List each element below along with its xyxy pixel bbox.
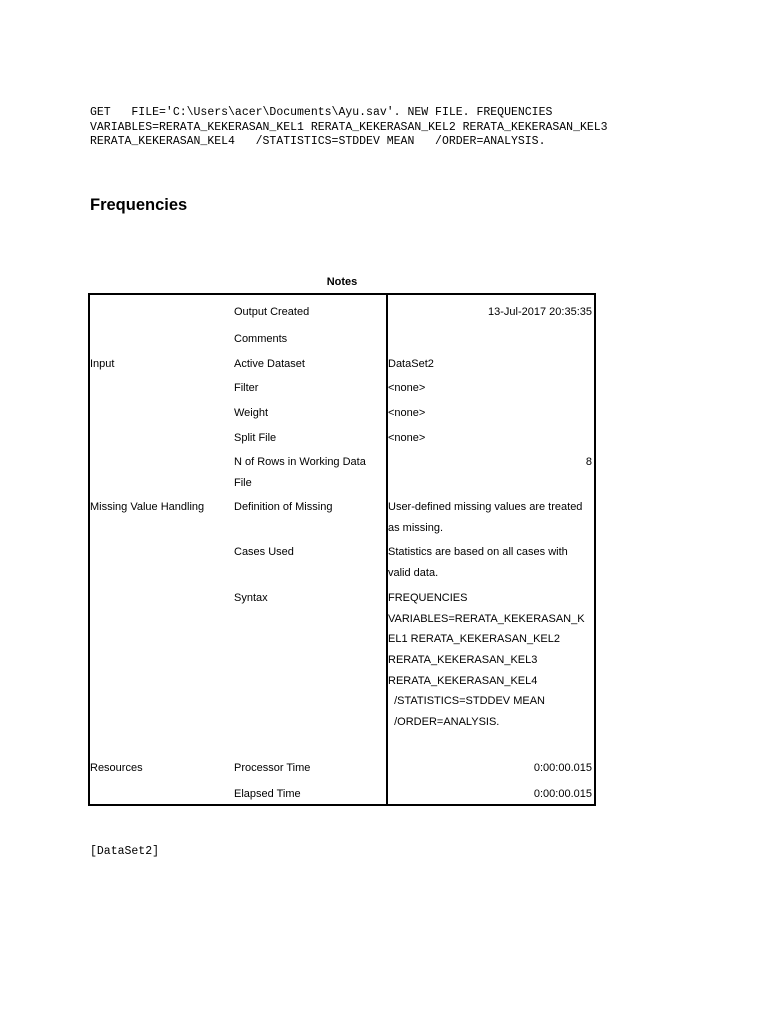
notes-table-title: Notes [326, 276, 358, 288]
filter-value: <none> [388, 382, 426, 394]
n-rows-label-line1: N of Rows in Working Data [234, 456, 366, 468]
syntax-value-line: RERATA_KEKERASAN_KEL4 [388, 674, 538, 687]
output-created-value: 13-Jul-2017 20:35:35 [488, 306, 592, 318]
syntax-value-line: VARIABLES=RERATA_KEKERASAN_K [388, 612, 585, 625]
definition-missing-value-line1: User-defined missing values are treated [388, 501, 583, 513]
syntax-label: Syntax [234, 592, 268, 604]
n-rows-label-line2: File [234, 477, 252, 489]
active-dataset-label: Active Dataset [234, 358, 305, 370]
input-group-label: Input [90, 358, 115, 370]
elapsed-time-label: Elapsed Time [234, 788, 301, 800]
missing-group-label: Missing Value Handling [90, 501, 205, 513]
syntax-block [90, 106, 608, 150]
syntax-line: VARIABLES=RERATA_KEKERASAN_KEL1 RERATA_KEKERASAN_KEL2 RERATA_KEKERASAN_KEL3 [90, 120, 608, 134]
comments-label: Comments [234, 333, 288, 345]
syntax-value-line: EL1 RERATA_KEKERASAN_KEL2 [388, 633, 561, 645]
notes-table [88, 293, 596, 806]
syntax-value-line: /STATISTICS=STDDEV MEAN [388, 695, 545, 707]
definition-missing-label: Definition of Missing [234, 501, 333, 513]
resources-group-label: Resources [90, 762, 143, 774]
processor-time-value: 0:00:00.015 [533, 762, 592, 774]
split-file-label: Split File [234, 432, 277, 444]
cases-used-label: Cases Used [234, 546, 294, 558]
definition-missing-value-line2: as missing. [388, 522, 444, 534]
n-rows-value: 8 [585, 456, 592, 468]
syntax-value-line: RERATA_KEKERASAN_KEL3 [388, 654, 538, 666]
processor-time-label: Processor Time [234, 762, 311, 774]
syntax-value-line: /ORDER=ANALYSIS. [388, 716, 500, 728]
weight-label: Weight [234, 407, 269, 419]
cases-used-value-line1: Statistics are based on all cases with [388, 546, 568, 558]
cases-used-value-line2: valid data. [388, 567, 439, 579]
elapsed-time-value: 0:00:00.015 [533, 788, 592, 800]
filter-label: Filter [234, 382, 259, 394]
output-created-label: Output Created [234, 306, 310, 318]
syntax-line: GET FILE='C:\Users\acer\Documents\Ayu.sav'. NEW FILE. FREQUENCIES [90, 106, 553, 119]
split-file-value: <none> [388, 432, 426, 444]
dataset-label: [DataSet2] [90, 845, 160, 858]
syntax-line: RERATA_KEKERASAN_KEL4 /STATISTICS=STDDEV MEAN /ORDER=ANALYSIS. [90, 135, 546, 148]
page-title: Frequencies [90, 196, 188, 214]
active-dataset-value: DataSet2 [388, 358, 434, 370]
syntax-value-line: FREQUENCIES [388, 592, 468, 604]
weight-value: <none> [388, 407, 426, 419]
